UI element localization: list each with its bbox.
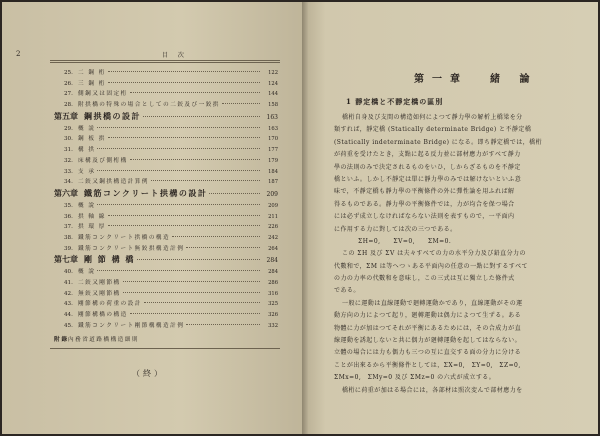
section-title: 1 靜定橋と不靜定橋の區別 [346,97,444,106]
toc-title: 構 拱 [78,147,96,154]
toc-page: 170 [268,136,278,143]
toc-number: 40. [64,269,73,276]
toc-leader-dots [222,103,260,104]
toc-number: 25. [64,70,73,76]
toc-leader-dots [108,71,260,72]
toc-page: 211 [268,213,278,220]
text-line: が荷重を受けたとき，支點に起る反力並に部材應力がすべて靜力 [334,151,521,159]
toc-page: 326 [268,312,278,319]
toc-title: 拱 環 厚 [78,224,106,231]
toc-page: 144 [268,91,278,98]
toc-entry [54,267,278,278]
toc-page: 163 [268,125,278,132]
text-line: 橋桁に荷重が加はる場合には，各部材は照次変んで部材應力を [342,386,523,394]
toc-leader-dots [123,281,260,282]
text-line: 味で，不靜定橋も靜力學の平衡條件の外に彈性論を用ふれば解 [334,188,515,196]
toc-entry [54,79,278,90]
toc-appendix [54,335,278,346]
toc-page: 284 [266,257,278,265]
toc-page: 264 [268,245,278,252]
end-mark: （終） [132,369,165,378]
toc-leader-dots [209,193,260,194]
toc-page: 179 [268,157,278,164]
toc-number: 附 錄 [54,337,68,344]
toc-entry [54,89,278,100]
chapter-number: 第一章 [414,74,468,85]
toc-entry [54,310,278,321]
toc-number: 31. [64,147,73,154]
text-line: である。 [334,287,360,295]
toc-title: 三 鋼 桁 [78,80,106,87]
toc-number: 33. [64,168,73,175]
toc-title: 鐵筋コンクリート拱橋の構造 [78,234,171,241]
toc-leader-dots [130,92,260,93]
toc-page: 226 [268,224,278,231]
toc-entry [54,177,278,188]
toc-number: 28. [64,102,73,109]
toc-entry [54,289,278,300]
toc-title: 鐵筋コンクリート剛節構構造計例 [78,322,185,329]
toc-title: 剛節構の荷重の設計 [78,301,142,308]
toc-number: 43. [64,301,73,308]
toc-leader-dots [137,259,260,260]
toc-entry [54,134,278,145]
toc-title: 床構及び側桁構 [78,157,128,164]
toc-number: 42. [64,290,73,297]
toc-page: 332 [268,322,278,329]
toc-leader-dots [186,324,260,325]
toc-page: 187 [268,179,278,186]
text-line: 一般に運動は直線運動で廻轉運動かであり，直線運動がその運 [342,299,523,307]
text-line: この ΣH 及び ΣV は夫々すべての力の水平分力及び鉛直分力の [342,250,526,258]
toc-number: 45. [64,322,73,329]
toc-leader-dots [108,137,260,138]
toc-entry [54,156,278,167]
toc-title: 二 鋼 桁 [78,70,106,76]
toc-page: 124 [268,80,278,87]
book-spread [2,2,598,434]
toc-page: 122 [268,70,278,76]
toc-number: 35. [64,202,73,209]
toc-number: 第六章 [54,187,78,198]
toc-title: 側鋼又は固定桁 [78,91,128,98]
toc-title: 剛節構橋の構造 [78,312,128,319]
toc-entry [54,201,278,212]
footer-rule [50,348,280,349]
text-line: には必ず成立しなければならない法則を表すもので，一平面内 [334,213,515,221]
text-line: (Statically indeterminate Bridge) になる。即ち靜定橋では，橋桁 [334,138,543,146]
toc-number: 37. [64,224,73,231]
toc-number: 44. [64,312,73,319]
toc-number: 第七章 [54,254,78,265]
left-page [2,2,302,434]
toc-page: 209 [266,190,278,198]
toc-number: 34. [64,179,73,186]
toc-leader-dots [97,270,260,271]
table-of-contents [54,68,278,346]
toc-entry [54,299,278,310]
toc-number: 第五章 [54,110,78,121]
header-rule-inner [50,62,280,63]
toc-chapter [54,188,278,201]
text-line: 橋桁自身及び支間の構造如何によつて靜力學の解析上橋梁を分 [342,114,523,121]
text-line: 立體の場合には力も偶力も三つの互に直交する面の分力に分ける [334,349,522,357]
toc-number: 41. [64,280,73,286]
text-line: ΣMx=0, ΣMy=0 及び ΣMz=0 の六式が成立する。 [334,374,496,382]
toc-number: 36. [64,213,73,220]
toc-page: 184 [268,168,278,175]
toc-leader-dots [172,236,260,237]
toc-leader-dots [186,247,260,248]
body-text [334,112,580,397]
toc-leader-dots [143,116,260,117]
text-line: 線運動を誘起しないと共に偶力が廻轉運動を起してはならない。 [334,337,522,345]
toc-entry [54,68,278,79]
toc-number: 26. [64,80,73,87]
toc-number: 32. [64,157,73,164]
text-line: 動方向の力によつて起り，廻轉運動は偶力によつて生ずる。ある [334,312,522,320]
toc-title: 概 說 [78,269,96,276]
text-line: の力の力率の代數和を意味し，この三式は互に獨立した條件式 [334,275,515,283]
text-line: に作用する力に對しては次の三つである。 [334,225,457,233]
toc-page: 209 [268,202,278,209]
right-page [302,2,598,434]
toc-number: 38. [64,234,73,241]
text-line: 學の法則のみで決定されるものをいひ，しからざるものを不靜定 [334,163,521,171]
toc-leader-dots [130,159,260,160]
toc-page: 177 [268,147,278,154]
page-number: 2 [16,50,21,58]
toc-page: 284 [268,269,278,276]
toc-entry [54,222,278,233]
toc-title: 無鉸又剛節構 [78,290,121,297]
text-line: ことが出來るから平衡條件としては，ΣX=0, ΣY=0, ΣZ=0, [334,361,521,369]
toc-number: 39. [64,245,73,252]
text-line: 得るものである。靜力學の平衡條件では，力が均合を保つ場合 [334,200,515,208]
toc-leader-dots [144,302,260,303]
equation-line: ΣH=0, ΣV=0, ΣM=0. [358,237,452,245]
toc-leader-dots [123,292,260,293]
toc-entry [54,167,278,178]
toc-page: 158 [268,102,278,109]
toc-title: 支 承 [78,168,96,175]
toc-entry [54,244,278,255]
text-line: 物體に力が加はつてそれが平衡にあるためには，その合成力が直 [334,324,522,332]
toc-number: 27. [64,91,73,98]
toc-entry [54,145,278,156]
running-head: 目 次 [162,52,188,59]
toc-leader-dots [97,127,260,128]
toc-title: 概 説 [78,125,96,132]
toc-leader-dots [108,215,260,216]
toc-leader-dots [151,180,260,181]
toc-page: 163 [266,113,278,121]
toc-leader-dots [108,225,260,226]
toc-page: 316 [268,290,278,297]
toc-page: 325 [268,301,278,308]
toc-title: 內務省道路橋構造細則 [68,337,139,344]
chapter-name: 緒 論 [490,74,538,85]
toc-entry [54,212,278,223]
toc-title: 二鉸又剛節構 [78,280,121,286]
toc-entry [54,100,278,111]
toc-title: 附拱橋の特殊の場合としての二鉸及び一鉸拱 [78,102,220,109]
toc-title: 鋼拱橋の設計 [84,110,141,121]
chapter-title [414,70,537,85]
toc-chapter [54,254,278,267]
toc-title: 拱 軸 線 [78,213,106,220]
toc-title: 鐵筋コンクリート無鉸拱構造計例 [78,245,185,252]
toc-leader-dots [130,313,260,314]
toc-title: 剛 節 構 橋 [84,254,135,265]
toc-leader-dots [108,82,260,83]
toc-page: 286 [268,280,278,286]
toc-number: 30. [64,136,73,143]
header-rule [50,60,280,61]
book-gutter [302,2,308,434]
toc-chapter [54,111,278,124]
text-line: 代數和で，ΣM は等へつゝある平面內の任意の一點に對するすべて [334,262,529,270]
toc-entry [54,321,278,332]
toc-page: 242 [268,234,278,241]
toc-entry [54,278,278,289]
toc-entry [54,233,278,244]
toc-title: 鐵筋コンクリート拱構の設計 [84,187,208,198]
text-line: 橋といふ。しかし不靜定は單に靜力學のみでは解けないといふ意 [334,175,522,183]
toc-title: 二鉸又鋼拱構造計算例 [78,179,149,186]
text-line: 類すれば，靜定橋 (Statically determinate Bridge) と不靜定橋 [334,126,532,134]
toc-entry [54,124,278,135]
toc-title: 鋼 板 拱 [78,136,106,143]
toc-title: 概 說 [78,202,96,209]
toc-number: 29. [64,125,73,132]
toc-leader-dots [97,170,260,171]
toc-leader-dots [97,204,260,205]
toc-leader-dots [97,148,260,149]
